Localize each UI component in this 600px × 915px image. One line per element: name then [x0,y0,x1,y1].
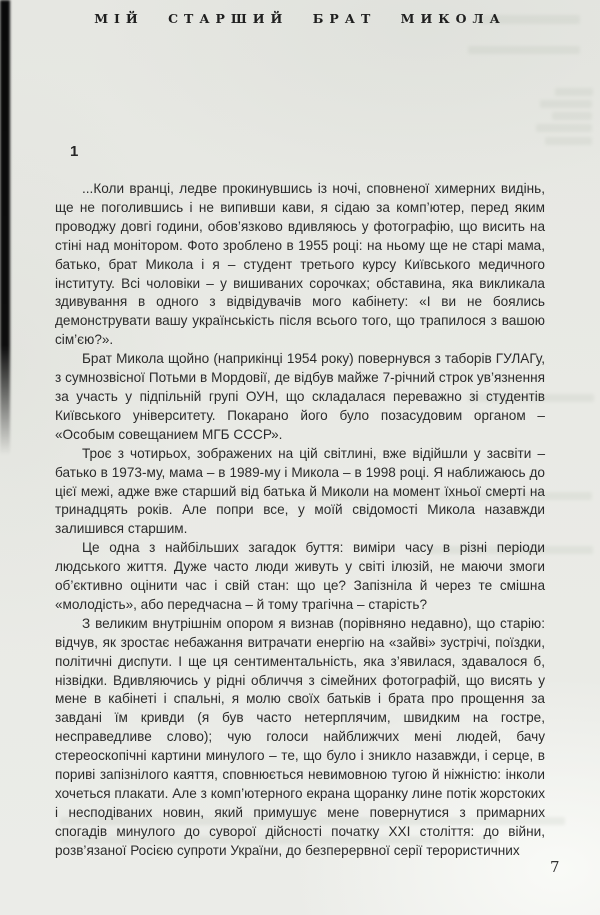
bleed-through-line [545,137,592,145]
bleed-through-line [536,124,592,132]
bleed-through-line [468,46,580,54]
paragraph-3: Троє з чотирьох, зображених на цій світлині, вже відійшли у засвіти – батько в 1973-му, мама – в 1989-му і Микола – в 1998 році. Я наближаюсь до цієї межі, адже вже старший від батька й Миколи на момент їхньої смерті на тринадцять років. Але попри все, у моїй свідомості Микола назавжди залишився старшим. [55,445,545,537]
page-number: 7 [550,858,560,876]
scan-edge-shadow [0,0,10,455]
bleed-through-line [555,88,593,96]
chapter-number: 1 [70,143,79,160]
paragraph-5: З великим внутрішнім опором я визнав (порівняно недавно), що старію: відчув, як зростає небажання витрачати енергію на «зайві» зустрічі, поїздки, політичні диспути. І ще ця сентиментальність, яка з’явилася, здавалося б, нізвідки. Вдивляючись у рідні обличчя з сімейних фотографій, що висять у мене в кабінеті і спальні, я молю своїх батьків і брата про прощення за завдані їм кривди (я був часто нетерплячим, швидким на гостре, несправедливе слово); чую голоси найближчих мені людей, бачу стереоскопічні картини минулого – те, що було і зникло назавжди, і серце, в пориві запізнілого каяття, сповнюється невимовною тугою й ніжністю: інколи хочеться плакати. Але з комп’ютерного екрана щоранку лине потік жорстоких і несподіваних новин, який примушує мене повернутися з примарних спогадів минулого до суворої дійсності початку XXI століття: до війни, розв’язаної Росією супроти України, до безперервної серії терористичних [55,615,545,858]
paragraph-2: Брат Микола щойно (наприкінці 1954 року) повернувся з таборів ГУЛАГу, з сумнозвісної Потьми в Мордовії, де відбув майже 7-річний строк ув’язнення за участь у підпільній групі ОУН, що складалася переважно зі студентів Київського університету. Покарано його було позасудовим органом – «Особым совещанием МГБ СССР». [55,351,545,442]
bleed-through-line [540,100,592,108]
bleed-through-line [552,112,592,120]
running-title: МІЙ СТАРШИЙ БРАТ МИКОЛА [94,11,506,26]
paragraph-4: Це одна з найбільших загадок буття: виміри часу в різні періоди людського життя. Дуже часто люди живуть у світі ілюзій, не маючи змоги об’єктивно оцінити час і свій стан: що це? Запізніла й через те смішна «молодість», або передчасна – й тому трагічна – старість? [55,540,545,612]
body-text [55,180,545,861]
paragraph-1: ...Коли вранці, ледве прокинувшись із ночі, сповненої химерних видінь, ще не поголившись і не випивши кави, я сідаю за комп’ютер, перед яким проводжу довгі години, обов’язково вдивляюсь у фотографію, що висить на стіні над монітором. Фото зроблено в 1955 році: на ньому ще не старі мама, батько, брат Микола і я – студент третього курсу Київського медичного інституту. Всі чоловіки – у вишиваних сорочках; обставина, яка викликала здивування в одного з відвідувачів мого кабінету: «І ви не боялись демонструвати вашу українськість після всього того, що трапилося з вашою сім’єю?». [55,181,545,348]
